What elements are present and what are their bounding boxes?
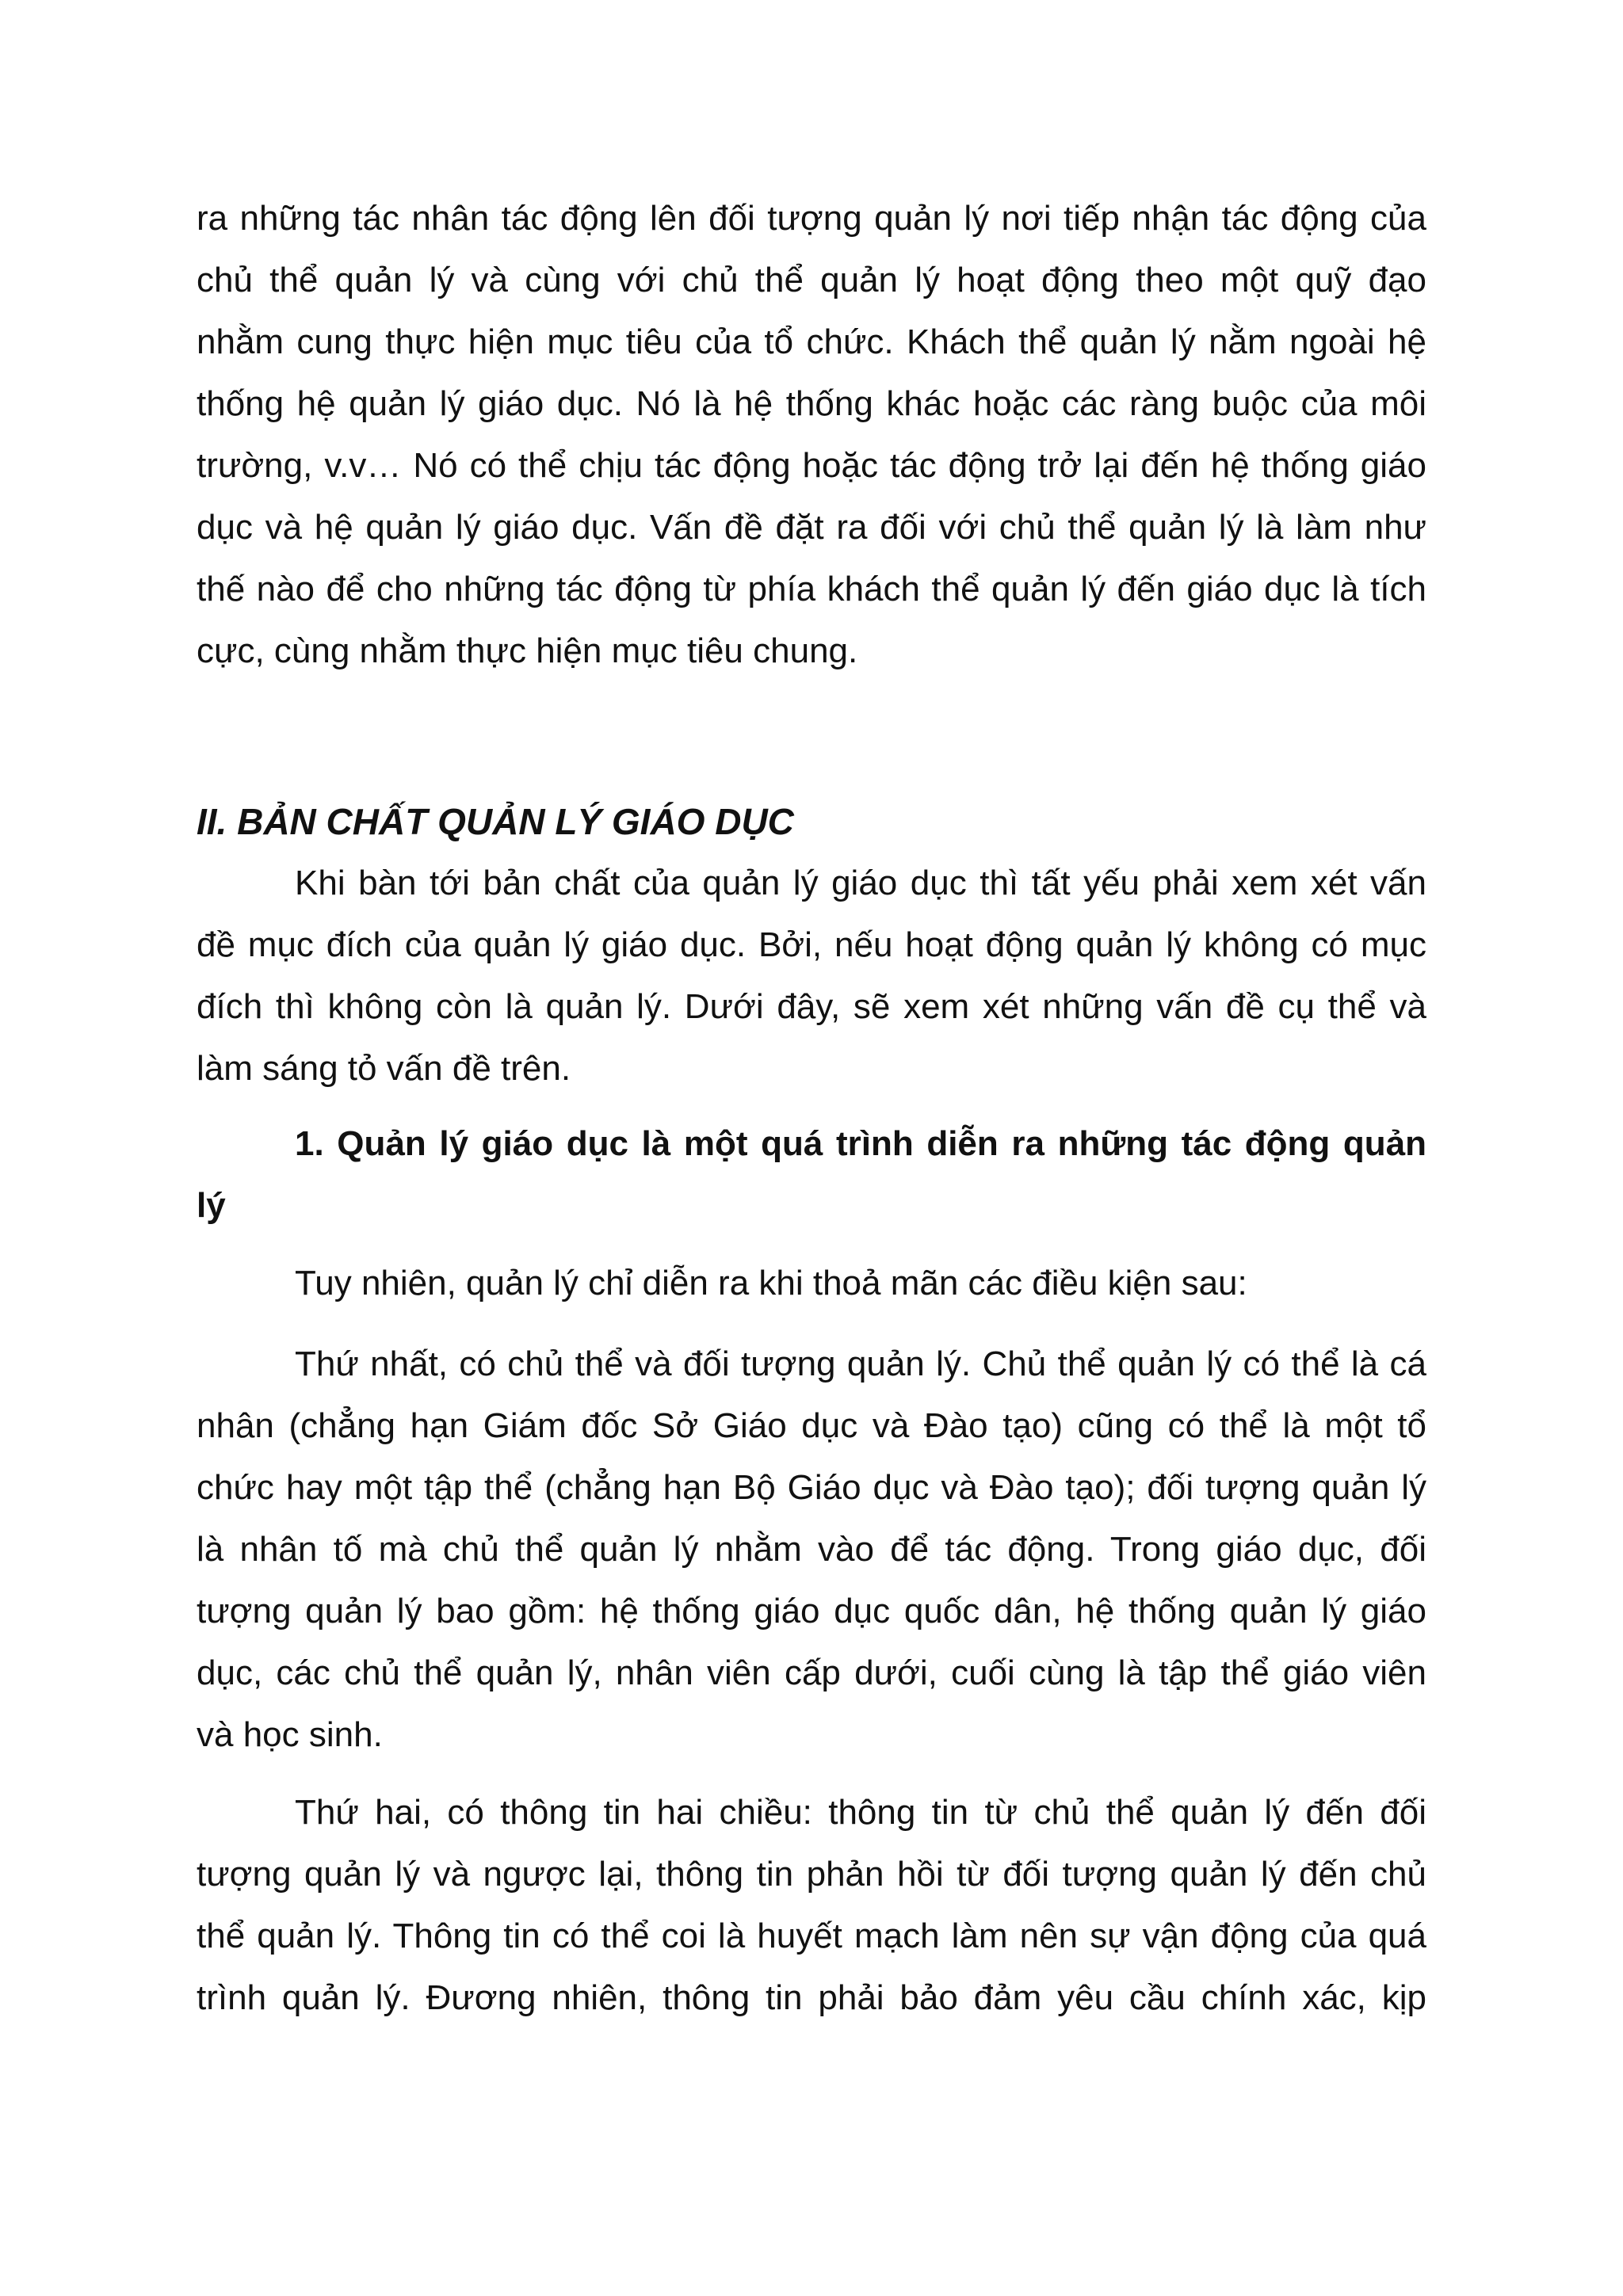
paragraph-2-line: làm sáng tỏ vấn đề trên. xyxy=(197,1049,571,1088)
paragraph-1-line: chủ thể quản lý và cùng với chủ thể quản lý hoạt động theo một quỹ đạo xyxy=(197,261,1426,299)
paragraph-5-line: thể quản lý. Thông tin có thể coi là huyết mạch làm nên sự vận động của quá xyxy=(197,1917,1426,1955)
paragraph-5-line: Thứ hai, có thông tin hai chiều: thông tin từ chủ thể quản lý đến đối xyxy=(295,1793,1426,1832)
paragraph-1-line: nhằm cung thực hiện mục tiêu của tổ chức. Khách thể quản lý nằm ngoài hệ xyxy=(197,322,1426,361)
paragraph-1-line: thế nào để cho những tác động từ phía khách thể quản lý đến giáo dục là tích xyxy=(197,570,1426,608)
subheading-line: lý xyxy=(197,1186,226,1225)
paragraph-2-line: đích thì không còn là quản lý. Dưới đây, sẽ xem xét những vấn đề cụ thể và xyxy=(197,987,1426,1026)
paragraph-4-line: Thứ nhất, có chủ thể và đối tượng quản lý. Chủ thể quản lý có thể là cá xyxy=(295,1344,1426,1383)
paragraph-1-line: dục và hệ quản lý giáo dục. Vấn đề đặt ra đối với chủ thể quản lý là làm như xyxy=(197,508,1426,547)
subheading-line: 1. Quản lý giáo dục là một quá trình diễn ra những tác động quản xyxy=(295,1124,1426,1163)
paragraph-2-line: đề mục đích của quản lý giáo dục. Bởi, nếu hoạt động quản lý không có mục xyxy=(197,925,1426,964)
paragraph-4-line: chức hay một tập thể (chẳng hạn Bộ Giáo dục và Đào tạo); đối tượng quản lý xyxy=(197,1468,1426,1507)
paragraph-3-line: Tuy nhiên, quản lý chỉ diễn ra khi thoả mãn các điều kiện sau: xyxy=(295,1264,1247,1302)
paragraph-2-line: Khi bàn tới bản chất của quản lý giáo dục thì tất yếu phải xem xét vấn xyxy=(295,864,1426,902)
paragraph-5-line: trình quản lý. Đương nhiên, thông tin phải bảo đảm yêu cầu chính xác, kịp xyxy=(197,1978,1426,2017)
paragraph-1-line: ra những tác nhân tác động lên đối tượng quản lý nơi tiếp nhận tác động của xyxy=(197,199,1426,238)
paragraph-4-line: dục, các chủ thể quản lý, nhân viên cấp dưới, cuối cùng là tập thể giáo viên xyxy=(197,1653,1426,1692)
paragraph-4-line: là nhân tố mà chủ thể quản lý nhằm vào để tác động. Trong giáo dục, đối xyxy=(197,1530,1426,1569)
paragraph-1-line: thống hệ quản lý giáo dục. Nó là hệ thống khác hoặc các ràng buộc của môi xyxy=(197,384,1426,423)
paragraph-4-line: tượng quản lý bao gồm: hệ thống giáo dục quốc dân, hệ thống quản lý giáo xyxy=(197,1592,1426,1630)
paragraph-5-line: tượng quản lý và ngược lại, thông tin phản hồi từ đối tượng quản lý đến chủ xyxy=(197,1855,1426,1894)
paragraph-1-line: trường, v.v… Nó có thể chịu tác động hoặc tác động trở lại đến hệ thống giáo xyxy=(197,446,1426,485)
section-heading: II. BẢN CHẤT QUẢN LÝ GIÁO DỤC xyxy=(197,801,794,842)
paragraph-1-line: cực, cùng nhằm thực hiện mục tiêu chung. xyxy=(197,631,858,670)
paragraph-4-line: nhân (chẳng hạn Giám đốc Sở Giáo dục và Đào tạo) cũng có thể là một tổ xyxy=(197,1406,1426,1445)
paragraph-4-line: và học sinh. xyxy=(197,1715,383,1754)
